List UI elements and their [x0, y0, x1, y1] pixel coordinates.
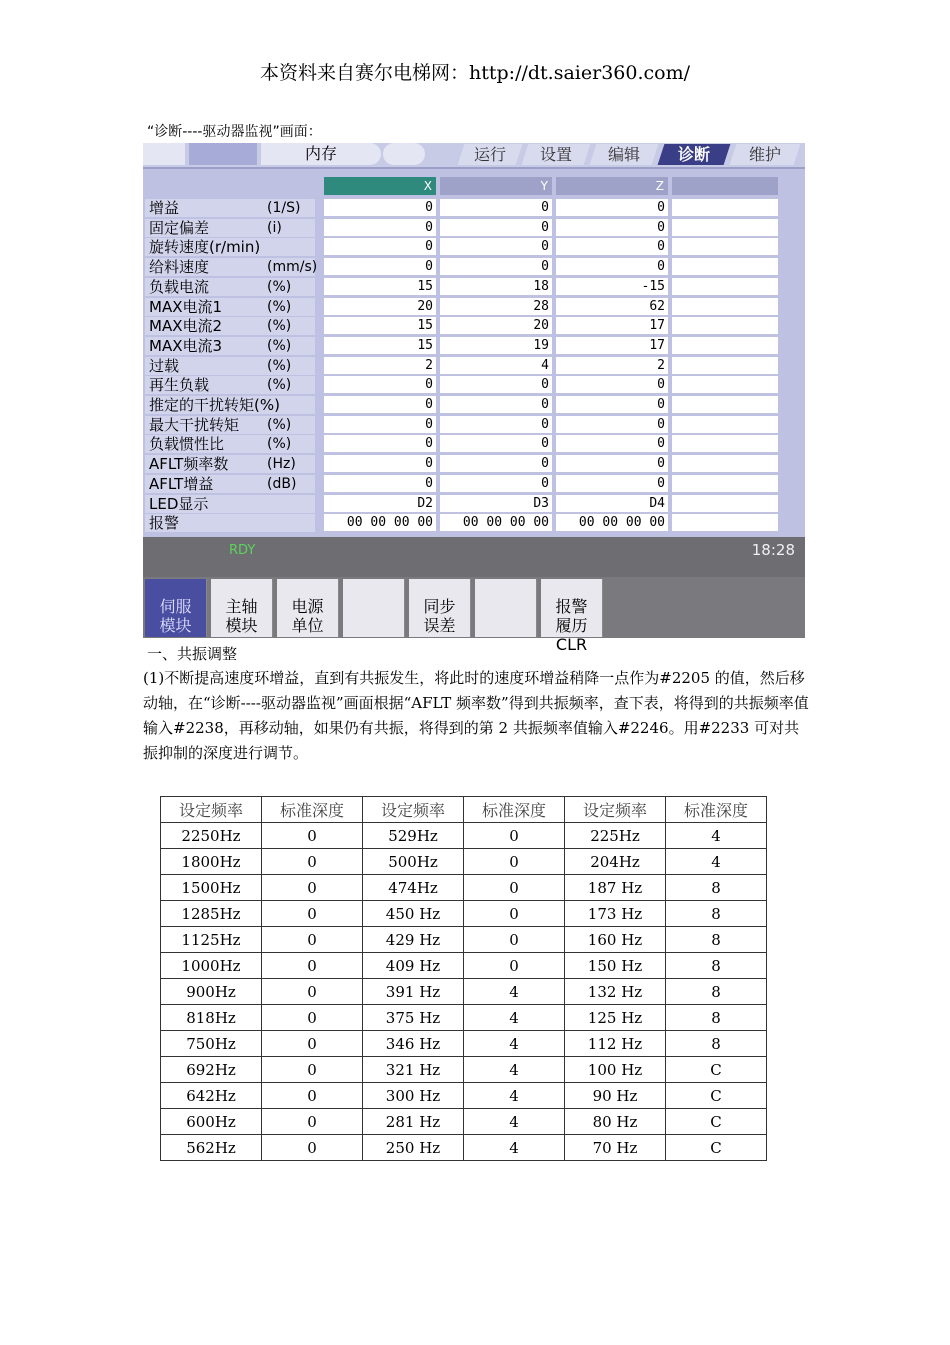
row-unit: (%): [267, 436, 292, 453]
table-cell: C: [666, 1135, 767, 1161]
table-cell: 150 Hz: [565, 953, 666, 979]
softkey-line2: 模块: [225, 616, 258, 635]
tab-4[interactable]: [730, 144, 801, 165]
row-name: 推定的干扰转矩(%): [149, 396, 280, 414]
value-cell: 0: [440, 416, 552, 434]
table-cell: 125 Hz: [565, 1005, 666, 1031]
value-cell: 20: [324, 298, 436, 316]
table-row: [161, 979, 767, 1005]
value-cell: 18: [440, 278, 552, 296]
table-cell: 160 Hz: [565, 927, 666, 953]
column-header: 设定频率: [161, 797, 262, 823]
value-cell: 0: [556, 258, 668, 276]
softkey-4[interactable]: [409, 579, 471, 637]
table-row: [161, 823, 767, 849]
table-cell: 474Hz: [363, 875, 464, 901]
column-header: 标准深度: [262, 797, 363, 823]
softkey-line1: [475, 597, 536, 616]
table-cell: 4: [464, 1057, 565, 1083]
softkey-line2: 单位: [291, 616, 324, 635]
axis-header-blank: [672, 177, 778, 195]
softkey-line2: 误差: [423, 616, 456, 635]
value-cell: 0: [556, 238, 668, 256]
row-name: AFLT增益: [149, 474, 214, 493]
row-name: AFLT频率数: [149, 455, 229, 474]
row-unit: (%): [267, 278, 292, 295]
blank-cell: [672, 298, 778, 316]
row-name: 固定偏差: [149, 218, 210, 237]
row-label: [149, 238, 317, 256]
status-text: RDY: [229, 543, 256, 558]
value-cell: 2: [324, 357, 436, 375]
softkey-line1: [343, 597, 404, 616]
row-name: 负载电流: [149, 277, 210, 296]
value-cell: 0: [324, 416, 436, 434]
table-cell: 0: [262, 849, 363, 875]
tab-label: 编辑: [607, 145, 640, 164]
row-label: [149, 416, 317, 434]
table-cell: 173 Hz: [565, 901, 666, 927]
table-cell: 321 Hz: [363, 1057, 464, 1083]
value-cell: 0: [440, 219, 552, 237]
table-cell: 100 Hz: [565, 1057, 666, 1083]
blank-cell: [672, 495, 778, 513]
row-name: 再生负载: [149, 376, 210, 395]
table-row: [161, 953, 767, 979]
table-cell: 900Hz: [161, 979, 262, 1005]
table-cell: 391 Hz: [363, 979, 464, 1005]
value-cell: 0: [324, 435, 436, 453]
table-cell: 4: [464, 1135, 565, 1161]
table-cell: 8: [666, 979, 767, 1005]
table-cell: 2250Hz: [161, 823, 262, 849]
value-cell: 0: [324, 258, 436, 276]
value-cell: D3: [440, 495, 552, 513]
table-cell: 375 Hz: [363, 1005, 464, 1031]
value-cell: 0: [440, 199, 552, 217]
value-cell: 0: [440, 455, 552, 473]
axis-header: Z: [556, 177, 668, 195]
value-cell: 0: [440, 396, 552, 414]
blank-cell: [672, 317, 778, 335]
table-row: [161, 927, 767, 953]
value-cell: 0: [440, 258, 552, 276]
table-cell: 0: [262, 1005, 363, 1031]
table-cell: 0: [464, 849, 565, 875]
tab-3[interactable]: [658, 144, 731, 165]
row-label: [149, 514, 317, 532]
row-name: 负载惯性比: [149, 435, 225, 454]
value-cell: 0: [556, 416, 668, 434]
row-label: [149, 357, 317, 375]
column-header: 设定频率: [363, 797, 464, 823]
table-cell: 8: [666, 927, 767, 953]
table-cell: 4: [464, 1005, 565, 1031]
blank-cell: [672, 475, 778, 493]
table-row: [161, 1057, 767, 1083]
table-cell: 132 Hz: [565, 979, 666, 1005]
value-cell: 0: [556, 199, 668, 217]
table-cell: 1800Hz: [161, 849, 262, 875]
table-cell: 8: [666, 1031, 767, 1057]
table-row: [161, 1135, 767, 1161]
value-cell: 0: [556, 475, 668, 493]
tab-label: 维护: [748, 145, 781, 164]
table-cell: C: [666, 1083, 767, 1109]
table-cell: 281 Hz: [363, 1109, 464, 1135]
value-cell: 19: [440, 337, 552, 355]
value-cell: -15: [556, 278, 668, 296]
table-row: [161, 849, 767, 875]
table-cell: 4: [464, 1031, 565, 1057]
blank-cell: [672, 376, 778, 394]
table-cell: 0: [464, 927, 565, 953]
axis-header: X: [324, 177, 436, 195]
value-cell: 0: [440, 475, 552, 493]
softkey-line1: 电源: [291, 597, 324, 616]
value-cell: 0: [324, 475, 436, 493]
table-cell: 1125Hz: [161, 927, 262, 953]
softkey-3[interactable]: [343, 579, 405, 637]
row-label: [149, 298, 317, 316]
blank-cell: [672, 514, 778, 532]
table-cell: 642Hz: [161, 1083, 262, 1109]
row-name: 给料速度: [149, 258, 210, 277]
table-cell: 0: [464, 953, 565, 979]
tab-label: 运行: [473, 145, 506, 164]
instruction-paragraph: (1)不断提高速度环增益，直到有共振发生，将此时的速度环增益稍降一点作为#2205 的值，然后移动轴，在“诊断----驱动器监视”画面根据“AFLT 频率数”得到共振频率，查下表，将得到的共振频率值输入#2238，再移动轴，如果仍有共振，将得到的第 2 共振频率值输入#2246。用#2233 可对共振抑制的深度进行调节。: [143, 669, 809, 762]
table-cell: 409 Hz: [363, 953, 464, 979]
table-cell: 0: [262, 1109, 363, 1135]
row-label: [149, 376, 317, 394]
row-label: [149, 435, 317, 453]
value-cell: 15: [324, 337, 436, 355]
value-cell: 28: [440, 298, 552, 316]
value-cell: 0: [440, 435, 552, 453]
table-cell: 0: [464, 875, 565, 901]
softkey-0[interactable]: [145, 579, 207, 637]
row-name: LED显示: [149, 494, 209, 513]
table-cell: 8: [666, 901, 767, 927]
blank-cell: [672, 258, 778, 276]
row-name: 增益: [149, 199, 180, 217]
resonance-table: [160, 796, 767, 1161]
table-cell: 4: [666, 823, 767, 849]
table-row: [161, 901, 767, 927]
row-label: [149, 199, 317, 217]
tab-2[interactable]: [590, 144, 659, 165]
blank-cell: [672, 219, 778, 237]
row-label: [149, 475, 317, 493]
table-cell: 225Hz: [565, 823, 666, 849]
softkey-line2: 模块: [159, 616, 192, 635]
row-name: 报警: [149, 514, 180, 533]
value-cell: 17: [556, 317, 668, 335]
table-cell: 818Hz: [161, 1005, 262, 1031]
table-cell: 750Hz: [161, 1031, 262, 1057]
tab-0[interactable]: [458, 144, 523, 165]
mode-indicator: 内存: [261, 143, 381, 165]
row-name: 旋转速度(r/min): [149, 238, 261, 257]
column-header: 设定频率: [565, 797, 666, 823]
value-cell: 0: [440, 238, 552, 256]
row-label: [149, 219, 317, 237]
value-cell: 20: [440, 317, 552, 335]
table-cell: 0: [464, 823, 565, 849]
table-cell: 8: [666, 953, 767, 979]
value-cell: 2: [556, 357, 668, 375]
row-unit: (%): [267, 298, 292, 315]
table-cell: 204Hz: [565, 849, 666, 875]
blank-cell: [672, 199, 778, 217]
row-name: 最大干扰转矩: [149, 415, 240, 434]
table-cell: 0: [262, 1057, 363, 1083]
row-unit: (%): [267, 357, 292, 374]
value-cell: 00 00 00 00: [440, 514, 552, 532]
row-name: MAX电流3: [149, 336, 223, 355]
tab-label: 诊断: [677, 145, 710, 164]
table-cell: 8: [666, 1005, 767, 1031]
row-label: [149, 495, 317, 513]
table-cell: 692Hz: [161, 1057, 262, 1083]
value-cell: 0: [324, 199, 436, 217]
tab-bar-blank-left: [143, 143, 185, 165]
table-row: [161, 1031, 767, 1057]
table-header-row: [161, 797, 767, 823]
blank-cell: [672, 435, 778, 453]
screen-caption: “诊断----驱动器监视”画面：: [147, 124, 322, 140]
value-cell: 0: [556, 435, 668, 453]
row-label: [149, 278, 317, 296]
column-header: 标准深度: [666, 797, 767, 823]
table-cell: 0: [262, 823, 363, 849]
blank-cell: [672, 337, 778, 355]
tab-bar-blank-pill: [383, 143, 425, 165]
value-cell: 0: [324, 396, 436, 414]
table-cell: 429 Hz: [363, 927, 464, 953]
row-name: MAX电流1: [149, 297, 223, 316]
table-cell: 0: [262, 875, 363, 901]
row-unit: (%): [267, 377, 292, 394]
page-header: 本资料来自赛尔电梯网：http://dt.saier360.com/: [260, 62, 690, 84]
row-unit: (Hz): [267, 456, 296, 473]
row-label: [149, 337, 317, 355]
row-unit: (%): [267, 337, 292, 354]
table-cell: 250 Hz: [363, 1135, 464, 1161]
value-cell: 0: [324, 238, 436, 256]
table-row: [161, 1083, 767, 1109]
table-cell: 4: [464, 1109, 565, 1135]
table-cell: 90 Hz: [565, 1083, 666, 1109]
value-cell: 0: [440, 376, 552, 394]
row-unit: (mm/s): [267, 259, 318, 276]
softkey-line2: 履历CLR: [555, 616, 588, 654]
table-cell: 562Hz: [161, 1135, 262, 1161]
softkey-1[interactable]: [211, 579, 273, 637]
value-cell: 0: [324, 455, 436, 473]
section-title: 一、共振调整: [147, 645, 238, 663]
table-cell: 0: [464, 901, 565, 927]
value-cell: 0: [556, 219, 668, 237]
table-row: [161, 875, 767, 901]
table-cell: 4: [464, 1083, 565, 1109]
row-label: [149, 317, 317, 335]
row-label: [149, 396, 317, 414]
value-cell: D2: [324, 495, 436, 513]
table-cell: 600Hz: [161, 1109, 262, 1135]
table-cell: 1285Hz: [161, 901, 262, 927]
table-cell: 4: [666, 849, 767, 875]
blank-cell: [672, 396, 778, 414]
softkey-line2: [343, 616, 404, 635]
table-cell: 450 Hz: [363, 901, 464, 927]
softkey-line1: 主轴: [225, 597, 258, 616]
table-cell: 300 Hz: [363, 1083, 464, 1109]
table-cell: 500Hz: [363, 849, 464, 875]
softkey-2[interactable]: [277, 579, 339, 637]
blank-cell: [672, 416, 778, 434]
table-cell: 4: [464, 979, 565, 1005]
drive-monitor-grid: [143, 169, 805, 537]
table-cell: 70 Hz: [565, 1135, 666, 1161]
row-name: MAX电流2: [149, 317, 223, 336]
row-label: [149, 258, 317, 276]
value-cell: 15: [324, 278, 436, 296]
value-cell: 0: [556, 396, 668, 414]
table-cell: C: [666, 1057, 767, 1083]
table-cell: 80 Hz: [565, 1109, 666, 1135]
softkey-6[interactable]: [541, 579, 603, 654]
table-cell: C: [666, 1109, 767, 1135]
value-cell: 0: [556, 455, 668, 473]
softkey-line1: 报警: [555, 597, 588, 616]
blank-cell: [672, 455, 778, 473]
tab-bar-blank-blue: [189, 143, 257, 165]
table-cell: 0: [262, 1135, 363, 1161]
row-unit: (%): [267, 416, 292, 433]
value-cell: D4: [556, 495, 668, 513]
value-cell: 4: [440, 357, 552, 375]
table-cell: 0: [262, 953, 363, 979]
table-cell: 112 Hz: [565, 1031, 666, 1057]
value-cell: 0: [324, 219, 436, 237]
table-cell: 529Hz: [363, 823, 464, 849]
row-name: 过载: [149, 356, 180, 375]
value-cell: 00 00 00 00: [556, 514, 668, 532]
table-cell: 0: [262, 927, 363, 953]
table-row: [161, 1109, 767, 1135]
blank-cell: [672, 278, 778, 296]
row-unit: (dB): [267, 475, 297, 492]
axis-header: Y: [440, 177, 552, 195]
row-unit: (1/S): [267, 200, 301, 216]
status-bar: [143, 537, 805, 577]
softkey-5[interactable]: [475, 579, 537, 637]
tab-label: 设置: [539, 145, 572, 164]
softkey-line1: 同步: [423, 597, 456, 616]
value-cell: 17: [556, 337, 668, 355]
value-cell: 00 00 00 00: [324, 514, 436, 532]
table-row: [161, 1005, 767, 1031]
table-cell: 0: [262, 1031, 363, 1057]
top-tab-bar: [143, 143, 805, 167]
blank-cell: [672, 357, 778, 375]
table-cell: 0: [262, 1083, 363, 1109]
softkey-line1: 伺服: [159, 597, 192, 616]
blank-cell: [672, 238, 778, 256]
table-cell: 1500Hz: [161, 875, 262, 901]
value-cell: 62: [556, 298, 668, 316]
table-cell: 8: [666, 875, 767, 901]
table-cell: 0: [262, 901, 363, 927]
row-unit: (%): [267, 318, 292, 335]
tab-1[interactable]: [522, 144, 591, 165]
row-label: [149, 455, 317, 473]
value-cell: 0: [556, 376, 668, 394]
softkey-line2: [475, 616, 536, 635]
row-unit: (i): [267, 219, 282, 236]
column-header: 标准深度: [464, 797, 565, 823]
table-cell: 187 Hz: [565, 875, 666, 901]
value-cell: 15: [324, 317, 436, 335]
clock: 18:28: [751, 541, 795, 559]
table-cell: 346 Hz: [363, 1031, 464, 1057]
table-cell: 1000Hz: [161, 953, 262, 979]
value-cell: 0: [324, 376, 436, 394]
table-cell: 0: [262, 979, 363, 1005]
